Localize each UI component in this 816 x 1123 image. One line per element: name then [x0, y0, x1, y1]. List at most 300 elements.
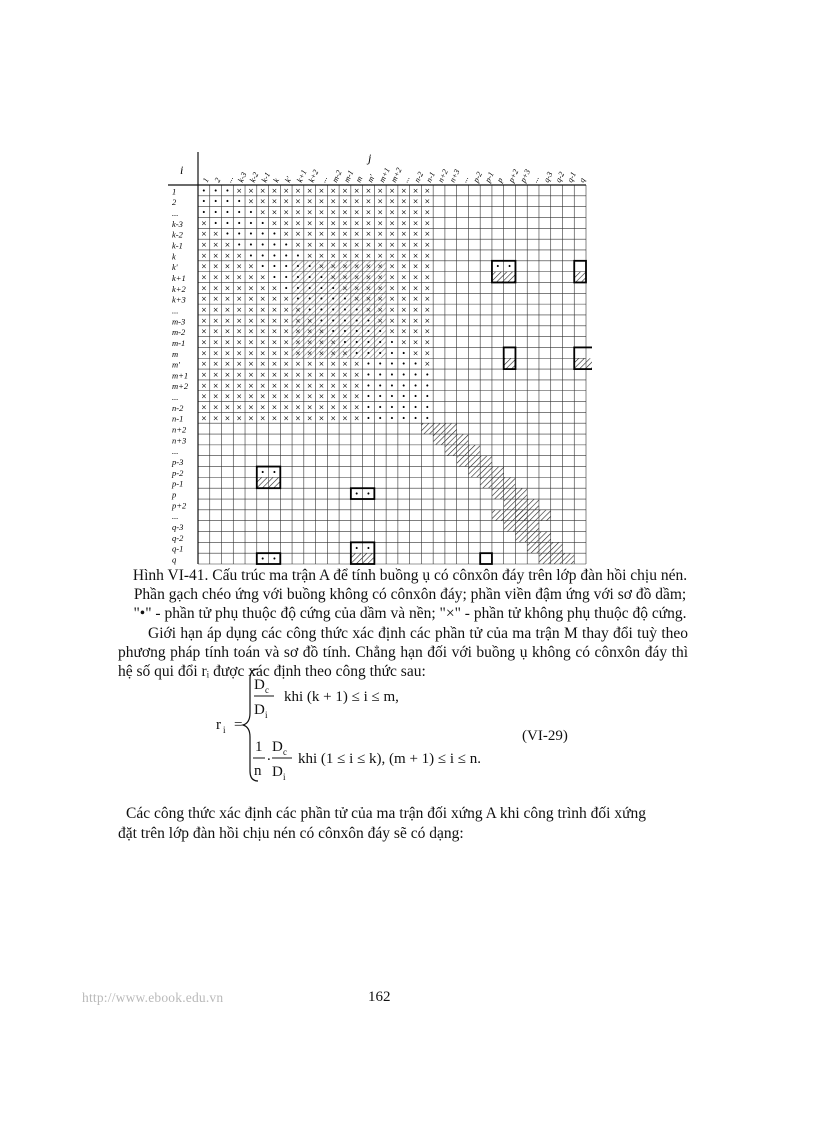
col-label: k+2 — [306, 168, 321, 184]
cross-element: × — [236, 403, 243, 412]
cross-element: × — [424, 273, 431, 282]
cross-element: × — [306, 316, 313, 325]
cross-element: × — [412, 338, 419, 347]
cross-element: × — [424, 306, 431, 315]
cross-element: × — [247, 338, 254, 347]
cross-element: × — [330, 186, 337, 195]
dot-element: • — [425, 403, 430, 412]
row-label: k — [172, 251, 176, 262]
cross-element: × — [412, 295, 419, 304]
hatched-diagonal-cell — [504, 488, 516, 499]
case1-denominator: D — [254, 702, 265, 718]
hatched-diagonal-cell — [551, 542, 563, 553]
cross-element: × — [236, 414, 243, 423]
dot-element: • — [272, 230, 277, 239]
cross-element: × — [283, 414, 290, 423]
dot-element: • — [354, 338, 359, 347]
dot-element: • — [284, 284, 289, 293]
cross-element: × — [295, 197, 301, 206]
cross-element: × — [212, 414, 219, 423]
cross-element: × — [236, 306, 243, 315]
col-label: n-2 — [412, 170, 426, 184]
cross-element: × — [318, 327, 325, 336]
hatched-diagonal-cell — [433, 434, 445, 445]
cross-element: × — [259, 349, 266, 358]
cross-element: × — [200, 262, 207, 271]
cross-element: × — [412, 251, 419, 260]
hatched-diagonal-cell — [527, 542, 539, 553]
row-label: k+2 — [172, 283, 186, 294]
cross-element: × — [412, 284, 419, 293]
cross-element: × — [400, 295, 407, 304]
dot-element: • — [260, 555, 265, 564]
dot-element: • — [342, 327, 348, 336]
cross-element: × — [259, 284, 266, 293]
cross-element: × — [330, 251, 337, 260]
dot-element: • — [331, 316, 336, 325]
row-label: ... — [172, 305, 179, 316]
row-label: p+2 — [172, 500, 187, 511]
case1-condition: khi (k + 1) ≤ i ≤ m, — [284, 689, 399, 705]
cross-element: × — [200, 230, 207, 239]
dot-element: • — [284, 251, 289, 260]
row-label: p-2 — [172, 467, 184, 478]
dot-element: • — [225, 186, 230, 195]
cross-element: × — [200, 392, 207, 401]
cross-element: × — [365, 284, 372, 293]
cross-element: × — [424, 360, 431, 369]
cross-element: × — [200, 316, 207, 325]
dot-element: • — [378, 349, 383, 358]
dot-element: • — [272, 468, 277, 477]
row-label: m+1 — [172, 370, 189, 381]
cross-element: × — [318, 241, 325, 250]
cross-element: × — [271, 327, 278, 336]
cross-element: × — [247, 186, 254, 195]
dot-element: • — [413, 403, 418, 412]
case1-numerator-sub: c — [265, 685, 269, 695]
hatched-diagonal-cell — [527, 510, 539, 521]
cross-element: × — [412, 306, 419, 315]
col-label: 2 — [212, 176, 223, 184]
hatched-diagonal-cell — [457, 445, 469, 456]
hatched-diagonal-cell — [504, 510, 516, 521]
cross-element: × — [389, 241, 395, 250]
cross-element: × — [224, 327, 231, 336]
cross-element: × — [259, 338, 266, 347]
cross-element: × — [365, 186, 372, 195]
col-label: q-2 — [553, 170, 567, 184]
dot-element: • — [201, 186, 206, 195]
col-label: ... — [530, 174, 541, 184]
cross-element: × — [342, 230, 348, 239]
cross-element: × — [306, 230, 313, 239]
cross-element: × — [247, 273, 254, 282]
cross-element: × — [283, 230, 290, 239]
row-label: ... — [172, 511, 179, 522]
cross-element: × — [353, 295, 360, 304]
cross-element: × — [318, 338, 325, 347]
cross-element: × — [342, 392, 348, 401]
cross-element: × — [424, 295, 431, 304]
hatched-diagonal-cell — [457, 456, 469, 467]
cross-element: × — [306, 403, 313, 412]
cross-element: × — [295, 327, 301, 336]
dot-element: • — [413, 414, 418, 423]
cross-element: × — [424, 186, 431, 195]
hatched-cell — [504, 272, 516, 283]
cross-element: × — [377, 241, 384, 250]
row-label: q-1 — [172, 543, 184, 554]
cross-element: × — [389, 197, 395, 206]
cross-element: × — [330, 403, 337, 412]
cross-element: × — [295, 371, 301, 379]
dot-element: • — [307, 306, 312, 315]
cross-element: × — [306, 349, 313, 358]
cross-element: × — [365, 197, 372, 206]
cross-element: × — [212, 306, 219, 315]
cross-element: × — [283, 392, 290, 401]
cross-element: × — [224, 349, 231, 358]
dot-element: • — [260, 219, 265, 228]
cross-element: × — [424, 230, 431, 239]
dot-element: • — [272, 241, 277, 250]
cross-element: × — [306, 338, 313, 347]
cross-element: × — [271, 186, 278, 195]
cross-element: × — [330, 262, 337, 271]
cross-element: × — [342, 349, 348, 358]
cross-element: × — [424, 327, 431, 336]
hatched-cell — [257, 477, 269, 488]
cross-element: × — [377, 197, 384, 206]
cross-element: × — [365, 219, 372, 228]
cross-element: × — [342, 197, 348, 206]
dot-element: • — [248, 241, 253, 250]
cross-element: × — [330, 381, 337, 390]
dot-element: • — [331, 284, 336, 293]
cross-element: × — [271, 403, 278, 412]
hatched-diagonal-cell — [492, 477, 504, 488]
row-label: ... — [172, 207, 179, 218]
cross-element: × — [295, 338, 301, 347]
dot-element: • — [354, 306, 359, 315]
matrix-structure-figure — [168, 152, 592, 568]
cross-element: × — [365, 306, 372, 315]
cross-element: × — [377, 186, 384, 195]
cross-element: × — [259, 208, 266, 217]
cross-element: × — [389, 219, 395, 228]
hatched-diagonal-cell — [468, 456, 480, 467]
cross-element: × — [330, 360, 337, 369]
cross-element: × — [365, 295, 372, 304]
paragraph-2-line-2: đặt trên lớp đàn hồi chịu nén có cônxôn đáy sẽ có dạng: — [118, 825, 464, 842]
cross-element: × — [259, 403, 266, 412]
cross-element: × — [353, 414, 360, 423]
hatched-diagonal-cell — [539, 542, 551, 553]
cross-element: × — [318, 230, 325, 239]
case2-denominator-sub: i — [283, 772, 286, 782]
hatched-cell — [492, 272, 504, 283]
dot-element: • — [366, 414, 371, 423]
cross-element: × — [224, 338, 231, 347]
col-label: m-1 — [342, 168, 356, 184]
dot-element: • — [260, 241, 265, 250]
dot-element: • — [342, 338, 348, 347]
hatched-cell — [586, 358, 592, 369]
cross-element: × — [342, 360, 348, 369]
cross-element: × — [247, 197, 254, 206]
dot-element: • — [366, 327, 371, 336]
cross-element: × — [295, 392, 301, 401]
dot-element: • — [307, 295, 312, 304]
paragraph-1-rest: theo phương pháp tính toán và sơ đồ tính. Chẳng hạn đối với buồng ụ không có cônxôn đáy thì hệ số qui đổi rᵢ được xác định theo công thức sau: — [118, 625, 688, 680]
row-label: n-1 — [172, 413, 184, 424]
cross-element: × — [236, 327, 243, 336]
cross-element: × — [295, 306, 301, 315]
dot-element: • — [284, 273, 289, 282]
cross-element: × — [283, 186, 290, 195]
row-label: k' — [172, 262, 178, 273]
row-label: 2 — [172, 197, 177, 208]
cross-element: × — [389, 186, 395, 195]
dot-element: • — [248, 219, 253, 228]
row-label: k+3 — [172, 294, 186, 305]
hatched-diagonal-cell — [504, 499, 516, 510]
cross-element: × — [342, 186, 348, 195]
dot-element: • — [331, 295, 336, 304]
cross-element: × — [353, 241, 360, 250]
row-label: 1 — [172, 186, 177, 197]
cross-element: × — [247, 349, 254, 358]
cross-element: × — [247, 381, 254, 390]
cross-element: × — [224, 251, 231, 260]
dot-element: • — [366, 403, 371, 412]
cross-element: × — [259, 306, 266, 315]
dot-element: • — [225, 208, 230, 217]
cross-element: × — [353, 262, 360, 271]
row-label: m-3 — [172, 316, 186, 327]
cross-element: × — [236, 273, 243, 282]
cross-element: × — [271, 414, 278, 423]
cross-element: × — [271, 349, 278, 358]
cross-element: × — [318, 262, 325, 271]
dot-element: • — [354, 327, 359, 336]
dot-element: • — [213, 186, 218, 195]
cross-element: × — [389, 316, 395, 325]
cross-element: × — [306, 414, 313, 423]
row-label: k-3 — [172, 218, 183, 229]
dot-element: • — [389, 338, 395, 347]
row-label: m' — [172, 359, 180, 370]
case2-condition: khi (1 ≤ i ≤ k), (m + 1) ≤ i ≤ n. — [298, 751, 482, 767]
cross-element: × — [271, 219, 278, 228]
dot-element: • — [507, 262, 512, 271]
cross-element: × — [247, 316, 254, 325]
dot-element: • — [284, 241, 289, 250]
col-label: m-2 — [330, 168, 344, 184]
equation-number: (VI-29) — [522, 728, 568, 744]
cross-element: × — [283, 327, 290, 336]
row-label: ... — [172, 392, 179, 403]
cross-element: × — [212, 230, 219, 239]
cross-element: × — [212, 262, 219, 271]
cross-element: × — [412, 349, 419, 358]
case1-numerator: D — [254, 677, 265, 693]
cross-element: × — [295, 381, 301, 390]
cross-element: × — [224, 273, 231, 282]
cross-element: × — [353, 197, 360, 206]
cross-element: × — [400, 262, 407, 271]
cross-element: × — [389, 295, 395, 304]
dot-element: • — [248, 251, 253, 260]
hatched-diagonal-cell — [492, 510, 504, 521]
dot-element: • — [295, 273, 301, 282]
cross-element: × — [353, 403, 360, 412]
cross-element: × — [259, 360, 266, 369]
cross-element: × — [342, 403, 348, 412]
dot-element: • — [272, 273, 277, 282]
cross-element: × — [424, 349, 431, 358]
cross-element: × — [212, 349, 219, 358]
cross-element: × — [271, 371, 278, 379]
formula-lhs-sub: i — [223, 725, 226, 735]
cross-element: × — [330, 338, 337, 347]
cross-element: × — [236, 295, 243, 304]
hatched-diagonal-cell — [515, 488, 527, 499]
cross-element: × — [200, 414, 207, 423]
dot-element: • — [389, 381, 395, 390]
cross-element: × — [389, 273, 395, 282]
hatched-diagonal-cell — [480, 456, 492, 467]
cross-element: × — [271, 306, 278, 315]
dot-element: • — [331, 327, 336, 336]
col-label: m — [353, 174, 365, 184]
cross-element: × — [330, 273, 337, 282]
cross-element: × — [365, 273, 372, 282]
hatched-diagonal-cell — [421, 423, 433, 434]
cross-element: × — [412, 197, 419, 206]
dot-element: • — [307, 284, 312, 293]
hatched-diagonal-cell — [433, 423, 445, 434]
row-label: p — [172, 489, 177, 500]
cross-element: × — [330, 230, 337, 239]
cross-element: × — [412, 208, 419, 217]
cross-element: × — [259, 414, 266, 423]
cross-element: × — [212, 338, 219, 347]
cross-element: × — [400, 197, 407, 206]
cross-element: × — [342, 208, 348, 217]
cross-element: × — [212, 316, 219, 325]
cross-element: × — [283, 381, 290, 390]
cross-element: × — [306, 392, 313, 401]
cross-element: × — [271, 360, 278, 369]
dot-element: • — [401, 381, 406, 390]
cross-element: × — [318, 414, 325, 423]
cross-element: × — [306, 219, 313, 228]
dot-element: • — [389, 360, 395, 369]
dot-element: • — [213, 197, 218, 206]
cross-element: × — [212, 371, 219, 379]
cross-element: × — [247, 306, 254, 315]
cross-element: × — [365, 230, 372, 239]
formula-equals: = — [234, 717, 243, 733]
cross-element: × — [224, 262, 231, 271]
cross-element: × — [259, 273, 266, 282]
hatched-diagonal-cell — [539, 553, 551, 564]
hatched-diagonal-cell — [480, 467, 492, 478]
row-label: p-3 — [172, 457, 184, 468]
cross-element: × — [318, 197, 325, 206]
cross-element: × — [247, 295, 254, 304]
cross-element: × — [200, 219, 207, 228]
hatched-cell — [269, 477, 281, 488]
case2-denominator: D — [272, 764, 283, 780]
cross-element: × — [283, 316, 290, 325]
row-label: k-1 — [172, 240, 183, 251]
cross-element: × — [259, 381, 266, 390]
cross-element: × — [342, 284, 348, 293]
col-label: p — [494, 176, 505, 184]
dot-element: • — [248, 208, 253, 217]
row-label: m-1 — [172, 337, 186, 348]
cross-element: × — [412, 316, 419, 325]
cross-element: × — [353, 208, 360, 217]
cross-element: × — [212, 284, 219, 293]
dot-element: • — [425, 381, 430, 390]
cross-element: × — [330, 241, 337, 250]
dot-element: • — [225, 219, 230, 228]
col-label: ... — [400, 174, 412, 184]
cross-element: × — [412, 262, 419, 271]
cross-element: × — [247, 360, 254, 369]
row-label: p-1 — [172, 478, 184, 489]
cross-element: × — [247, 284, 254, 293]
cross-element: × — [353, 360, 360, 369]
cross-element: × — [353, 273, 360, 282]
dot-element: • — [260, 468, 265, 477]
cross-element: × — [365, 208, 372, 217]
cross-element: × — [412, 230, 419, 239]
cross-element: × — [400, 208, 407, 217]
cross-element: × — [295, 414, 301, 423]
dot-element: • — [295, 251, 301, 260]
cross-element: × — [342, 371, 348, 379]
cross-element: × — [306, 186, 313, 195]
footer-url[interactable]: http://www.ebook.edu.vn — [82, 990, 224, 1005]
cross-element: × — [212, 327, 219, 336]
dot-element: • — [295, 295, 301, 304]
cross-element: × — [295, 241, 301, 250]
dot-element: • — [260, 262, 265, 271]
dot-element: • — [237, 230, 242, 239]
cross-element: × — [389, 327, 395, 336]
page-number: 162 — [368, 989, 391, 1005]
row-label: m+2 — [172, 381, 189, 392]
cross-element: × — [318, 392, 325, 401]
cross-element: × — [377, 295, 384, 304]
dot-element: • — [425, 414, 430, 423]
cross-element: × — [400, 338, 407, 347]
cross-element: × — [236, 251, 243, 260]
cross-element: × — [224, 241, 231, 250]
cross-element: × — [330, 392, 337, 401]
case2-numerator: D — [272, 739, 283, 755]
cross-element: × — [353, 219, 360, 228]
cross-element: × — [224, 381, 231, 390]
dot-element: • — [378, 360, 383, 369]
cross-element: × — [200, 295, 207, 304]
dot-element: • — [366, 360, 371, 369]
